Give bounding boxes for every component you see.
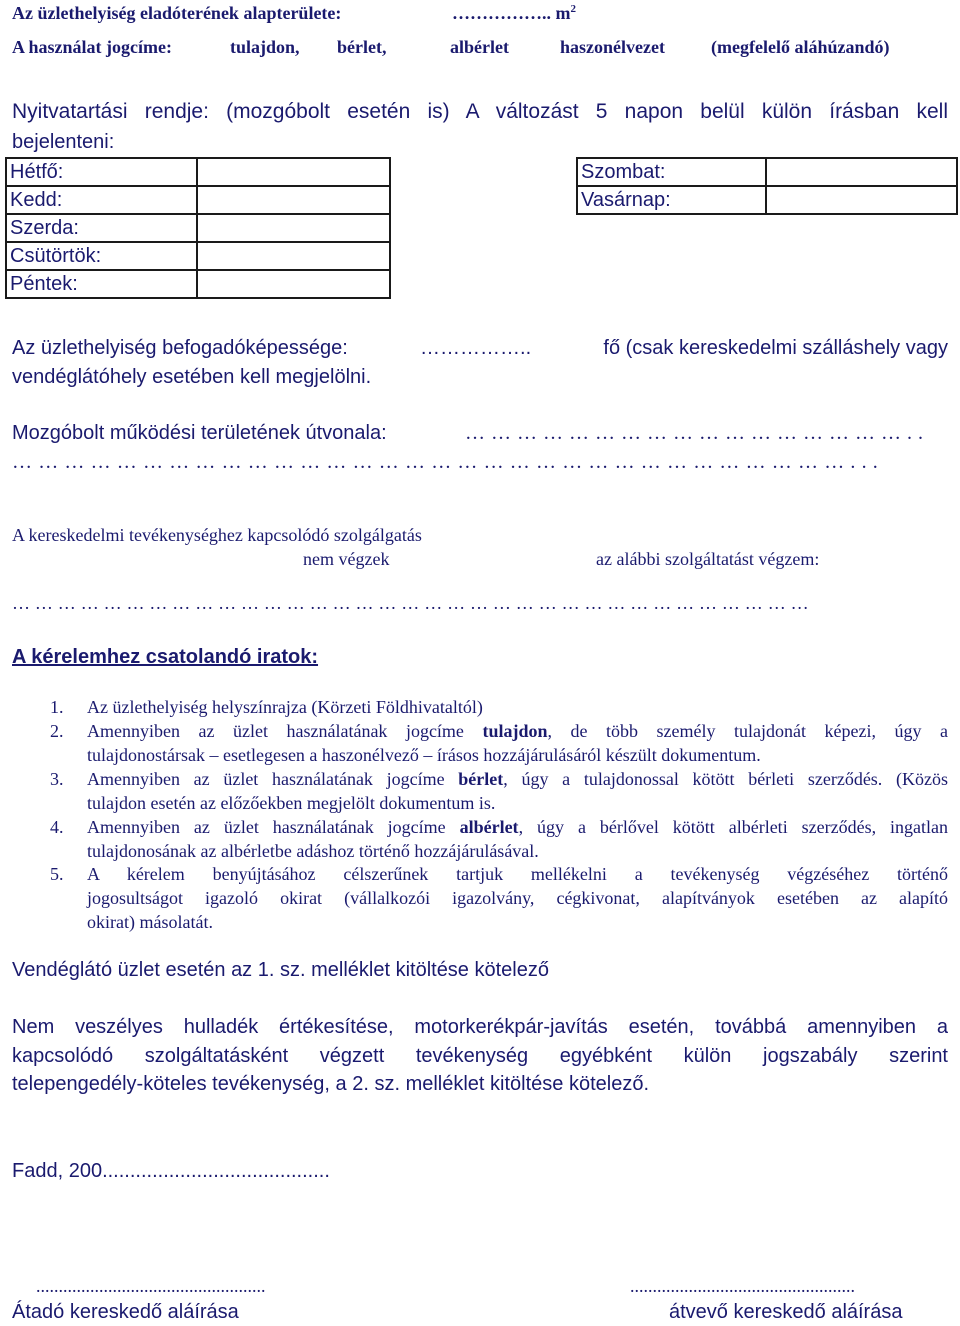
hazardous-note-line2: kapcsolódó szolgáltatásként végzett tevékenység egyébként külön jogszabály szerint <box>12 1045 948 1067</box>
capacity-dots: …………….. <box>420 337 532 359</box>
route-dots-1: …………………………………………….. <box>465 422 929 444</box>
day-label: Kedd: <box>6 186 197 214</box>
hours-input-thursday[interactable] <box>197 242 390 270</box>
hours-row-saturday <box>577 158 957 186</box>
item-text-part: , úgy a bérlővel kötött albérleti szerződés, ingatlan <box>518 817 949 837</box>
capacity-label: Az üzlethelyiség befogadóképessége: <box>12 337 348 359</box>
weekday-hours-table <box>5 157 391 299</box>
item-line: tulajdon esetén az előzőekben megjelölt dokumentum is. <box>87 793 496 813</box>
item-text-part: Amennyiben az üzlet használatának jogcíme <box>87 817 446 837</box>
signature-label-right: átvevő kereskedő aláírása <box>669 1301 903 1323</box>
hazardous-note-line3: telepengedély-köteles tevékenység, a 2. sz. melléklet kitöltése kötelező. <box>12 1073 650 1095</box>
hours-input-saturday[interactable] <box>766 158 957 186</box>
item-text-part: Amennyiben az üzlet használatának jogcíme <box>87 721 464 741</box>
hours-input-sunday[interactable] <box>766 186 957 214</box>
signature-label-left: Átadó kereskedő aláírása <box>12 1301 239 1323</box>
hours-input-friday[interactable] <box>197 270 390 298</box>
day-label: Csütörtök: <box>6 242 197 270</box>
item-line <box>87 719 948 743</box>
signature-dots-left: ................................................... <box>36 1276 266 1296</box>
item-number: 1. <box>50 697 64 717</box>
services-option-yes[interactable]: az alábbi szolgáltatást végzem: <box>596 549 820 569</box>
item-number: 4. <box>50 817 64 837</box>
date-line: Fadd, 200......................................... <box>12 1160 330 1182</box>
hours-input-monday[interactable] <box>197 158 390 186</box>
weekend-hours-table <box>576 157 958 215</box>
use-option-usufruct: haszonélvezet <box>560 37 665 57</box>
services-title: A kereskedelmi tevékenységhez kapcsolódó szolgálgatás <box>12 525 422 545</box>
use-note: (megfelelő aláhúzandó) <box>711 37 890 57</box>
item-text-bold: bérlet <box>458 769 504 789</box>
attachments-title: A kérelemhez csatolandó iratok: <box>12 646 319 668</box>
services-dots: …………………………………………………………………………………………… <box>12 593 814 613</box>
item-text-part: , de több személy tulajdonát képezi, úgy a <box>547 721 948 741</box>
day-label: Péntek: <box>6 270 197 298</box>
day-label: Szerda: <box>6 214 197 242</box>
hours-row-monday <box>6 158 390 186</box>
item-text <box>87 719 948 767</box>
hazardous-note-line1: Nem veszélyes hulladék értékesítése, motorkerékpár-javítás esetén, továbbá amennyiben a <box>12 1016 948 1038</box>
use-option-sublease: albérlet <box>450 37 509 57</box>
item-text-bold: tulajdon <box>482 721 548 741</box>
item-line: tulajdonosának az albérletbe adáshoz történő hozzájárulásával. <box>87 841 539 861</box>
item-number: 3. <box>50 769 64 789</box>
opening-intro-line1: Nyitvatartási rendje: (mozgóbolt esetén is) A változást 5 napon belül külön írásban kell <box>12 100 948 123</box>
capacity-line2: vendéglátóhely esetében kell megjelölni. <box>12 366 372 388</box>
hours-input-wednesday[interactable] <box>197 214 390 242</box>
hours-input-tuesday[interactable] <box>197 186 390 214</box>
item-line <box>87 767 948 791</box>
day-label: Hétfő: <box>6 158 197 186</box>
day-label: Vasárnap: <box>577 186 766 214</box>
item-text-part: Amennyiben az üzlet használatának jogcíme <box>87 769 445 789</box>
route-dots-2: ……………………………………………………………………………………... <box>12 451 884 473</box>
area-dots: …………….. m <box>452 3 571 23</box>
hours-row-thursday <box>6 242 390 270</box>
hours-row-tuesday <box>6 186 390 214</box>
area-label: Az üzlethelyiség eladóterének alapterülete: <box>12 3 342 23</box>
use-option-lease: bérlet, <box>337 37 387 57</box>
route-label: Mozgóbolt működési területének útvonala: <box>12 422 387 444</box>
capacity-note: fő (csak kereskedelmi szálláshely vagy <box>603 337 948 359</box>
hours-row-friday <box>6 270 390 298</box>
signature-dots-right: .................................................. <box>630 1276 855 1296</box>
item-text-part: , úgy a tulajdonossal kötött bérleti szerződés. (Közös <box>503 769 948 789</box>
item-text <box>87 862 948 934</box>
hours-row-wednesday <box>6 214 390 242</box>
item-line: jogosultságot igazoló okirat (vállalkozói igazolvány, cégkivonat, alapítványok esetében az alapító <box>87 888 948 908</box>
services-option-no[interactable]: nem végzek <box>303 549 390 569</box>
item-line: A kérelem benyújtásához célszerűnek tartjuk mellékelni a tevékenység végzéséhez történő <box>87 864 948 884</box>
opening-intro-line2: bejelenteni: <box>12 131 115 153</box>
item-line <box>87 815 948 839</box>
item-text <box>87 815 948 863</box>
item-number: 5. <box>50 864 64 884</box>
day-label: Szombat: <box>577 158 766 186</box>
item-number: 2. <box>50 721 64 741</box>
item-text <box>87 767 948 815</box>
use-option-ownership: tulajdon, <box>230 37 300 57</box>
use-title-label: A használat jogcíme: <box>12 37 172 57</box>
capacity-line1 <box>12 337 948 360</box>
area-value <box>452 3 576 24</box>
item-text: Az üzlethelyiség helyszínrajza (Körzeti Földhivataltól) <box>87 697 483 717</box>
item-text-bold: albérlet <box>459 817 519 837</box>
item-line: tulajdonostársak – esetlegesen a haszonélvező – írásos hozzájárulásáról készült dokumentum. <box>87 745 761 765</box>
item-line: okirat) másolatát. <box>87 912 213 932</box>
area-unit-sup: 2 <box>570 3 576 15</box>
hours-row-sunday <box>577 186 957 214</box>
catering-note: Vendéglátó üzlet esetén az 1. sz. melléklet kitöltése kötelező <box>12 959 549 981</box>
